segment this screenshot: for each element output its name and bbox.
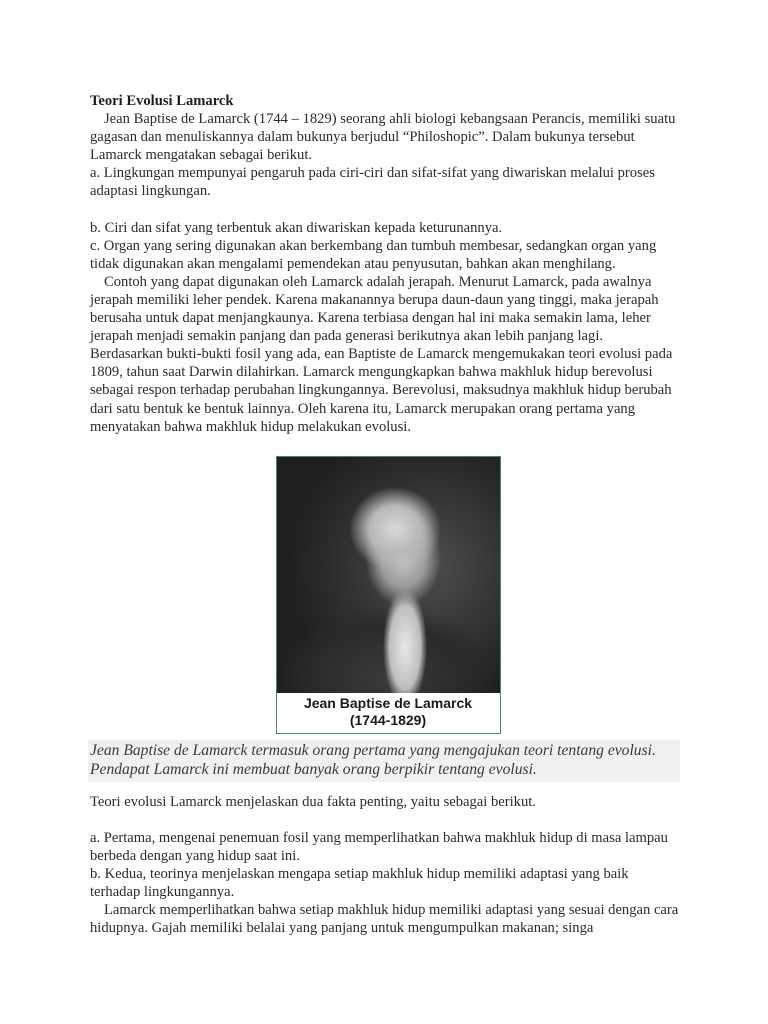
adaptation-paragraph: Lamarck memperlihatkan bahwa setiap makhluk hidup memiliki adaptasi yang sesuai dengan cara hidupnya. Gajah memiliki belalai yang panjang untuk mengumpulkan makanan; singa: [90, 902, 679, 937]
intro-paragraph: Jean Baptise de Lamarck (1744 – 1829) seorang ahli biologi kebangsaan Perancis, memiliki suatu gagasan dan menuliskannya dalam bukunya berjudul “Philoshopic”. Dalam bukunya tersebut Lamarck mengatakan sebagai berikut.: [90, 111, 676, 164]
fact-a-fossils: a. Pertama, mengenai penemuan fosil yang memperlihatkan bahwa makhluk hidup di masa lampau berbeda dengan yang hidup saat ini.: [90, 829, 668, 864]
fact-b-adaptation: b. Kedua, teorinya menjelaskan mengapa setiap makhluk hidup memiliki adaptasi yang baik terhadap lingkungannya.: [90, 865, 629, 901]
point-c-organ-use: c. Organ yang sering digunakan akan berkembang dan tumbuh membesar, sedangkan organ yang tidak digunakan akan mengalami pemendekan atau penyusutan, bahkan akan menghilang.: [90, 237, 657, 272]
fossil-paragraph: Berdasarkan bukti-bukti fosil yang ada, ean Baptiste de Lamarck mengemukakan teori evolusi pada 1809, tahun saat Darwin dilahirkan. Lamarck mengungkapkan bahwa makhluk hidup berevolusi sebagai respon terhadap perubahan lingkungannya. Berevolusi, maksudnya makhluk hidup berubah dari satu bentuk ke bentuk lainnya. Oleh karena itu, Lamarck merupakan orang pertama yang menyatakan bahwa makhluk hidup melakukan evolusi.: [90, 346, 673, 435]
caption-name: Jean Baptise de Lamarck: [303, 694, 473, 711]
two-facts-intro: Teori evolusi Lamarck menjelaskan dua fakta penting, yaitu sebagai berikut.: [90, 793, 536, 810]
portrait-figure: [276, 456, 501, 734]
spacer: [90, 201, 680, 219]
caption-years: (1744-1829): [349, 711, 427, 728]
spacer: [90, 811, 680, 829]
highlighted-quote: Jean Baptise de Lamarck termasuk orang pertama yang mengajukan teori tentang evolusi. Pendapat Lamarck ini membuat banyak orang berpikir tentang evolusi.: [88, 740, 680, 782]
document-title: Teori Evolusi Lamarck: [90, 93, 234, 109]
portrait-caption: [277, 693, 500, 733]
giraffe-paragraph: Contoh yang dapat digunakan oleh Lamarck adalah jerapah. Menurut Lamarck, pada awalnya jerapah memiliki leher pendek. Karena makanannya berupa daun-daun yang tinggi, maka jerapah berusaha untuk dapat menjangkaunya. Karena terbiasa dengan hal ini maka semakin lama, leher jerapah menjadi semakin panjang dan pada generasi berikutnya akan lebih panjang lagi.: [90, 273, 659, 345]
lamarck-portrait-image: [277, 457, 500, 693]
point-a-environment: a. Lingkungan mempunyai pengaruh pada ciri-ciri dan sifat-sifat yang diwariskan melalui proses adaptasi lingkungan.: [90, 165, 655, 200]
document-page: [90, 92, 680, 937]
figure-container: [90, 456, 680, 734]
point-b-inheritance: b. Ciri dan sifat yang terbentuk akan diwariskan kepada keturunannya.: [90, 219, 503, 236]
